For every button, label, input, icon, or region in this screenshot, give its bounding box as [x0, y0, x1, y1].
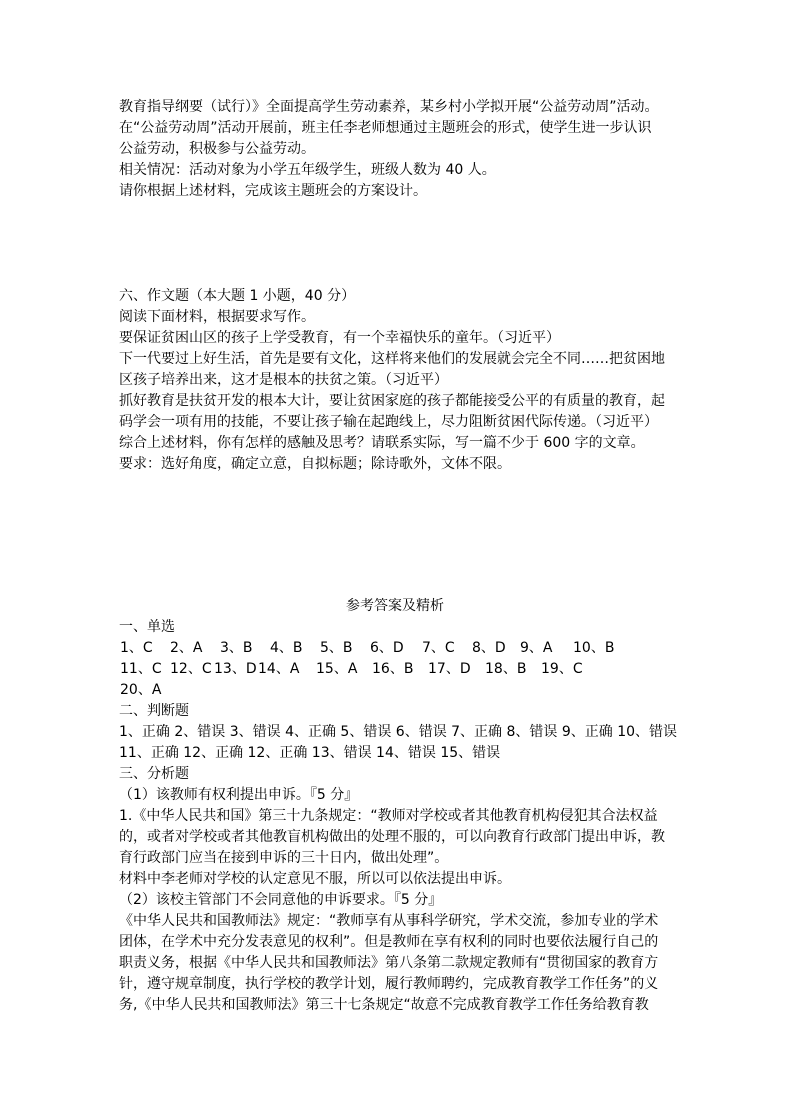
essay-line: 下一代要过上好生活，首先是要有文化，这样将来他们的发展就会完全不同……把贫困地 [119, 351, 665, 367]
single-choice-answer: 16、B [372, 661, 414, 677]
material-line: 相关情况：活动对象为小学五年级学生，班级人数为 40 人。 [119, 162, 496, 178]
essay-line: 要保证贫困山区的孩子上学受教育，有一个幸福快乐的童年。（习近平） [119, 330, 560, 346]
single-choice-answer: 2、A [170, 640, 203, 656]
section-heading: 一、单选 [119, 619, 175, 635]
analysis-line: 材料中李老师对学校的认定意见不服，所以可以依法提出申诉。 [119, 871, 511, 887]
single-choice-answer: 11、C [120, 661, 162, 677]
single-choice-answer: 6、D [370, 640, 404, 656]
single-choice-answer: 1、C [120, 640, 153, 656]
single-choice-answer: 13、D [214, 661, 257, 677]
single-choice-answer: 4、B [270, 640, 303, 656]
section-heading: 三、分析题 [119, 766, 189, 782]
essay-line: 区孩子培养出来，这才是根本的扶贫之策。（习近平） [119, 372, 448, 388]
single-choice-answer: 18、B [485, 661, 527, 677]
analysis-line: 务,《中华人民共和国教师法》第三十七条规定“故意不完成教育教学工作任务给教育教 [119, 997, 649, 1013]
single-choice-answer: 10、B [573, 640, 615, 656]
essay-line: 综合上述材料，你有怎样的感触及思考？请联系实际，写一篇不少于 600 字的文章。 [119, 435, 645, 451]
single-choice-answer: 5、B [320, 640, 353, 656]
essay-line: 阅读下面材料，根据要求写作。 [119, 309, 315, 325]
essay-line: 抓好教育是扶贫开发的根本大计，要让贫困家庭的孩子都能接受公平的有质量的教育，起 [119, 393, 665, 409]
essay-line: 要求：选好角度，确定立意，自拟标题；除诗歌外，文体不限。 [119, 456, 511, 472]
essay-line: 码学会一项有用的技能，不要让孩子输在起跑线上，尽力阻断贫困代际传递。（习近平） [119, 414, 658, 430]
single-choice-answer: 3、B [220, 640, 253, 656]
judge-answer-line: 1、正确 2、错误 3、错误 4、正确 5、错误 6、错误 7、正确 8、错误 9、正确 10、错误 [119, 724, 678, 740]
analysis-line: （1）该教师有权利提出申诉。『5 分』 [119, 787, 359, 803]
judge-answer-line: 11、正确 12、正确 12、正确 13、错误 14、错误 15、错误 [119, 745, 501, 761]
analysis-line: 职责义务，根据《中华人民共和国教师法》第八条第二款规定教师有“贯彻国家的教育方 [119, 955, 659, 971]
material-line: 公益劳动，积极参与公益劳动。 [119, 141, 315, 157]
analysis-line: 团体，在学术中充分发表意见的权利”。但是教师在享有权利的同时也要依法履行自己的 [119, 934, 659, 950]
answers-title: 参考答案及精析 [346, 598, 444, 614]
single-choice-answer: 8、D [472, 640, 506, 656]
material-line: 教育指导纲要（试行）》全面提高学生劳动素养，某乡村小学拟开展“公益劳动周”活动。 [119, 99, 659, 115]
material-line: 在“公益劳动周”活动开展前，班主任李老师想通过主题班会的形式，使学生进一步认识 [119, 120, 652, 136]
material-line: 请你根据上述材料，完成该主题班会的方案设计。 [119, 183, 427, 199]
analysis-line: 1.《中华人民共和国》第三十九条规定：“教师对学校或者其他教育机构侵犯其合法权益 [119, 808, 658, 824]
section-heading: 六、作文题（本大题 1 小题，40 分） [119, 288, 356, 304]
single-choice-answer: 7、C [422, 640, 455, 656]
single-choice-answer: 15、A [316, 661, 358, 677]
analysis-line: 育行政部门应当在接到申诉的三十日内，做出处理”。 [119, 850, 449, 866]
analysis-line: 针，遵守规章制度，执行学校的教学计划，履行教师聘约，完成教育教学工作任务”的义 [119, 976, 659, 992]
single-choice-answer: 17、D [428, 661, 471, 677]
single-choice-answer: 9、A [520, 640, 553, 656]
single-choice-answer: 19、C [541, 661, 583, 677]
analysis-line: 的，或者对学校或者其他教盲机构做出的处理不服的，可以向教育行政部门提出申诉，教 [119, 829, 665, 845]
section-heading: 二、判断题 [119, 703, 189, 719]
single-choice-answer: 20、A [120, 682, 162, 698]
analysis-line: （2）该校主管部门不会同意他的申诉要求。『5 分』 [119, 892, 443, 908]
single-choice-answer: 14、A [258, 661, 300, 677]
single-choice-answer: 12、C [170, 661, 212, 677]
analysis-line: 《中华人民共和国教师法》规定：“教师享有从事科学研究，学术交流，参加专业的学术 [119, 913, 659, 929]
